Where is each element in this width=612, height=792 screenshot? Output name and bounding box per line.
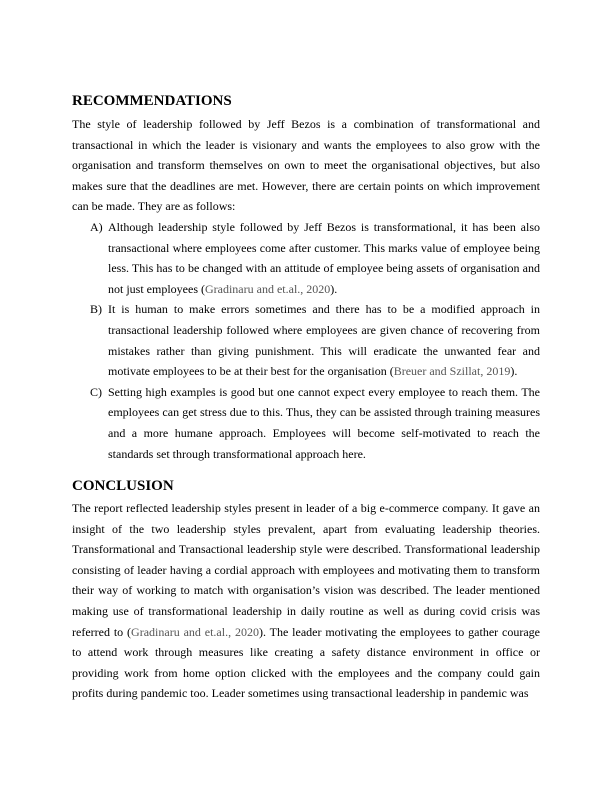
list-item-end: ). [510, 364, 518, 379]
conclusion-text-after: ). The leader motivating the employees to gather courage to attend work through measures like creating a safety distance environment in office or providing work from home option clicked with the employees and the company could gain profits during pandemic too. Leader sometimes using transactional leadership in pandemic was [72, 624, 540, 701]
list-item-text: It is human to make errors sometimes and there has to be a modified approach in transactional leadership followed where employees are given chance of recovering from mistakes rather than giving punishment. This will eradicate the unwanted fear and motivate employees to be at their best for the organisation ( [108, 302, 540, 379]
citation: Gradinaru and et.al., 2020 [204, 281, 331, 296]
list-marker: A) [90, 219, 103, 234]
list-item [90, 299, 540, 381]
recommendations-section [72, 92, 540, 464]
citation: Breuer and Szillat, 2019 [393, 364, 511, 379]
recommendations-intro: The style of leadership followed by Jeff Bezos is a combination of transformational and transactional in which the leader is visionary and wants the employees to also grow with the organisation and transform themselves on own to meet the organisational objectives, but also makes sure that the deadlines are met. However, there are certain points on which improvement can be made. They are as follows: [72, 117, 540, 214]
conclusion-text-before: The report reflected leadership styles present in leader of a big e-commerce company. It gave an insight of the two leadership styles prevalent, apart from evaluating leadership theories. Transformational and Transactional leadership style were described. Transformational leadership consisting of leader having a cordial approach with employees and motivating them to transform their way of working to match with organisation’s vision was described. The leader mentioned making use of transformational leadership in daily routine as well as during covid crisis was referred to ( [72, 501, 540, 639]
document-page [72, 92, 540, 704]
list-marker: B) [90, 302, 102, 317]
conclusion-paragraph [72, 498, 540, 704]
list-item-text: Setting high examples is good but one cannot expect every employee to reach them. The employees can get stress due to this. Thus, they can be assisted through training measures and a more humane approach. Employees will become self-motivated to reach the standards set through transformational approach here. [108, 384, 540, 461]
citation: Gradinaru and et.al., 2020 [131, 624, 259, 639]
conclusion-heading: CONCLUSION [72, 478, 174, 495]
list-item-text: Although leadership style followed by Jeff Bezos is transformational, it has been also transactional where employees come after customer. This marks value of employee being less. This has to be changed with an attitude of employee being assets of organisation and not just employees ( [108, 219, 540, 296]
conclusion-section [72, 477, 540, 704]
recommendations-list [72, 217, 540, 464]
list-marker: C) [90, 384, 102, 399]
list-item-end: ). [330, 281, 338, 296]
recommendations-heading: RECOMMENDATIONS [72, 93, 232, 109]
list-item [90, 217, 540, 299]
list-item [90, 382, 540, 464]
